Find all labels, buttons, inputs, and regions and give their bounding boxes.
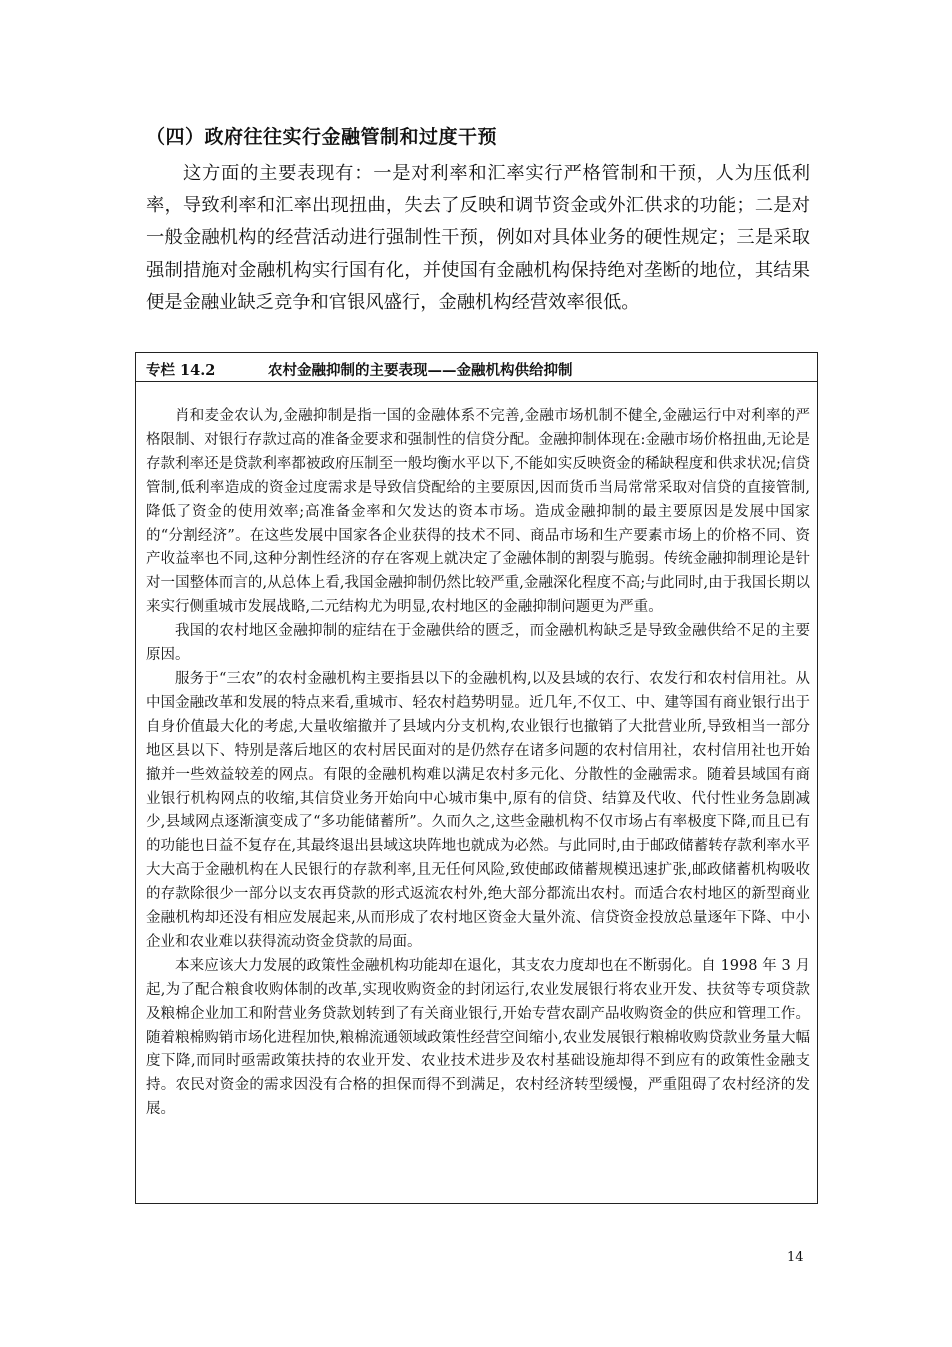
page-number: 14: [787, 1250, 804, 1265]
box-title: [146, 359, 573, 380]
box-number: 专栏 14.2: [146, 362, 216, 379]
box-paragraph: 肖和麦金农认为,金融抑制是指一国的金融体系不完善,金融市场机制不健全,金融运行中对利率的严格限制、对银行存款过高的准备金要求和强制性的信贷分配。金融抑制体现在:金融市场价格扭曲,无论是存款利率还是贷款利率都被政府压制至一般均衡水平以下,不能如实反映资金的稀缺程度和供求状况;信贷管制,低利率造成的资金过度需求是导致信贷配给的主要原因,因而货币当局常常采取对信贷的直接管制,降低了资金的使用效率;高准备金率和欠发达的资本市场。造成金融抑制的最主要原因是发展中国家的“分割经济”。在这些发展中国家各企业获得的技术不同、商品市场和生产要素市场上的价格不同、资产收益率也不同,这种分割性经济的存在客观上就决定了金融体制的割裂与脆弱。传统金融抑制理论是针对一国整体而言的,从总体上看,我国金融抑制仍然比较严重,金融深化程度不高;与此同时,由于我国长期以来实行侧重城市发展战略,二元结构尤为明显,农村地区的金融抑制问题更为严重。: [146, 408, 810, 616]
box-paragraph: 我国的农村地区金融抑制的症结在于金融供给的匮乏，而金融机构缺乏是导致金融供给不足的主要原因。: [146, 623, 810, 664]
column-box: [135, 352, 818, 1204]
intro-paragraph: 这方面的主要表现有：一是对利率和汇率实行严格管制和干预，人为压低利率，导致利率和汇率出现扭曲，失去了反映和调节资金或外汇供求的功能；二是对一般金融机构的经营活动进行强制性干预，例如对具体业务的硬性规定；三是采取强制措施对金融机构实行国有化，并使国有金融机构保持绝对垄断的地位，其结果便是金融业缺乏竞争和官银风盛行，金融机构经营效率很低。: [146, 163, 810, 313]
box-paragraph: 服务于“三农”的农村金融机构主要指县以下的金融机构,以及县域的农行、农发行和农村信用社。从中国金融改革和发展的特点来看,重城市、轻农村趋势明显。近几年,不仅工、中、建等国有商业银行出于自身价值最大化的考虑,大量收缩撤并了县域内分支机构,农业银行也撤销了大批营业所,导致相当一部分地区县以下、特别是落后地区的农村居民面对的是仍然存在诸多问题的农村信用社，农村信用社也开始撤并一些效益较差的网点。有限的金融机构难以满足农村多元化、分散性的金融需求。随着县域国有商业银行机构网点的收缩,其信贷业务开始向中心城市集中,原有的信贷、结算及代收、代付性业务急剧减少,县域网点逐渐演变成了“多功能储蓄所”。久而久之,这些金融机构不仅市场占有率极度下降,而且已有的功能也日益不复存在,其最终退出县域这块阵地也就成为必然。与此同时,由于邮政储蓄转存款利率水平大大高于金融机构在人民银行的存款利率,且无任何风险,致使邮政储蓄规模迅速扩张,邮政储蓄机构吸收的存款除很少一部分以支农再贷款的形式返流农村外,绝大部分都流出农村。而适合农村地区的新型商业金融机构却还没有相应发展起来,从而形成了农村地区资金大量外流、信贷资金投放总量逐年下降、中小企业和农业难以获得流动资金贷款的局面。: [146, 670, 810, 950]
box-divider: [136, 381, 817, 382]
box-body: [146, 405, 810, 1122]
box-paragraph: 本来应该大力发展的政策性金融机构功能却在退化，其支农力度却也在不断弱化。自 1998 年 3 月起,为了配合粮食收购体制的改革,实现收购资金的封闭运行,农业发展银行将农业开发、扶贫等专项贷款及粮棉企业加工和附营业务贷款划转到了有关商业银行,开始专营农副产品收购资金的供应和管理工作。随着粮棉购销市场化进程加快,粮棉流通领域政策性经营空间缩小,农业发展银行粮棉收购贷款业务量大幅度下降,而同时亟需政策扶持的农业开发、农业技术进步及农村基础设施却得不到应有的政策性金融支持。农民对资金的需求因没有合格的担保而得不到满足，农村经济转型缓慢，严重阻碍了农村经济的发展。: [146, 957, 810, 1118]
box-title-text: 农村金融抑制的主要表现——金融机构供给抑制: [268, 362, 573, 379]
section-heading: （四）政府往往实行金融管制和过度干预: [146, 126, 498, 148]
